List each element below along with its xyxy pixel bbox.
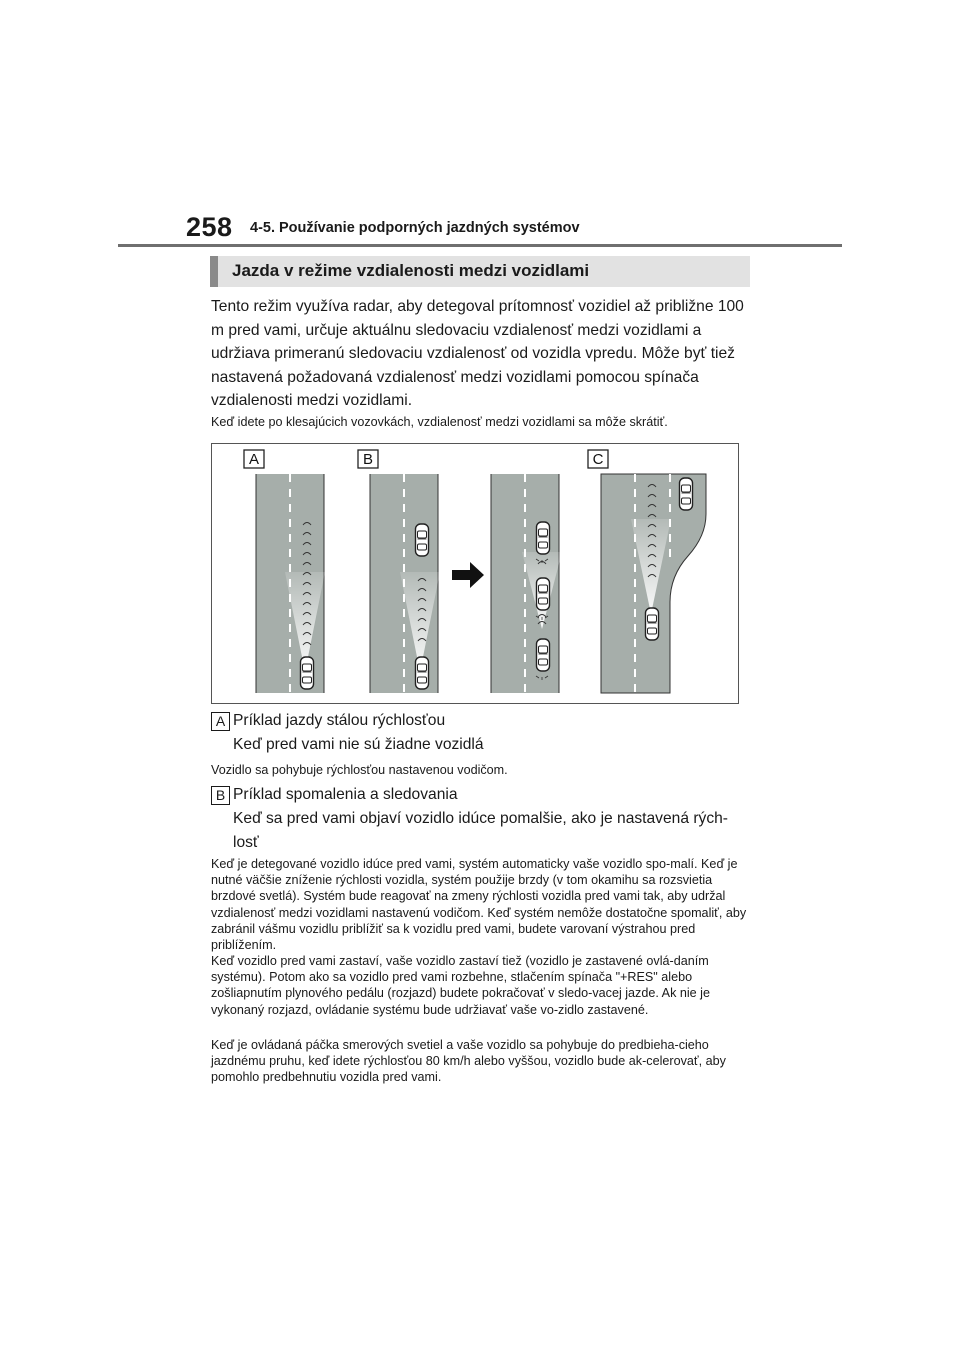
figure-label-b-text: B (362, 451, 374, 468)
figure-label-a (244, 450, 264, 468)
item-a-note: Vozidlo sa pohybuje rýchlosťou nastavenou vodičom. (211, 763, 508, 777)
car-b-lead (416, 524, 429, 556)
item-b-subtitle: Keď sa pred vami objaví vozidlo idúce pomalšie, ako je nastavená rých-losť (233, 810, 728, 851)
intro-paragraph: Tento režim využíva radar, aby detegoval prítomnosť vozidiel až približne 100 m pred vami, určuje aktuálnu sledovaciu vzdialenosť medzi vozidlami a udržiava primeranú sledovaciu vzdialenosť od vozidla vpredu. Môže byť tiež nastavená požadovaná vzdialenosť medzi vozidlami pomocou spínača vzdialenosti medzi vozidlami. (211, 298, 744, 409)
item-a-badge: A (211, 712, 230, 731)
cruise-diagram (212, 444, 740, 705)
section-header (210, 256, 750, 287)
car-b-own (416, 657, 429, 689)
car-b2-lead (537, 522, 550, 554)
figure-label-c-text: C (592, 451, 604, 468)
item-b-badge: B (211, 786, 230, 805)
item-a-subtitle: Keď pred vami nie sú žiadne vozidlá (233, 736, 484, 753)
arrow-icon (452, 562, 484, 588)
note-downhill: Keď idete po klesajúcich vozovkách, vzdialenosť medzi vozidlami sa môže skrátiť. (211, 415, 668, 429)
page-number: 258 (186, 212, 233, 242)
item-a-title: Príklad jazdy stálou rýchlosťou (233, 712, 446, 729)
car-c-merging (680, 478, 693, 510)
car-c-own (646, 608, 659, 640)
item-b-note-2: Keď vozidlo pred vami zastaví, vaše vozidlo zastaví tiež (vozidlo je zastavené ovlá-daním systému). Potom ako sa vozidlo pred vami rozbehne, stlačením spínača "+RES" alebo zošliapnutím plynového pedálu (rozjazd) budete pokračovať v sledo-vacej jazde. Ak nie je vykonaný rozjazd, ovládanie systému bude udržiavať vaše vo-zidlo zastavené. (211, 954, 710, 1017)
item-b-note-3: Keď je ovládaná páčka smerových svetiel a vaše vozidlo sa pohybuje do predbieha-cieho jazdnému pruhu, keď idete rýchlosťou 80 km/h alebo vyššou, vozidlo bude ak-celerovať, aby pomohlo predbehnutiu vozidla pred vami. (211, 1038, 726, 1085)
chapter-title: 4-5. Používanie podporných jazdných systémov (250, 220, 580, 236)
car-b2-own (537, 639, 550, 671)
section-title: Jazda v režime vzdialenosti medzi vozidlami (232, 261, 590, 280)
illustration-figure (211, 443, 739, 704)
header-rule (118, 244, 842, 247)
car-b2-middle (537, 578, 550, 610)
item-b-title: Príklad spomalenia a sledovania (233, 786, 458, 803)
figure-label-b (358, 450, 378, 468)
figure-label-c (588, 450, 608, 468)
figure-label-a-text: A (248, 451, 260, 468)
item-b-note-1: Keď je detegované vozidlo idúce pred vami, systém automaticky vaše vozidlo spo-malí. Keď je nutné väčšie zníženie rýchlosti vozidla, systém použije brzdy (v tom okamihu sa rozsvietia brzdové svetlá). Systém bude reagovať na zmeny rýchlosti vozidla pred vami tak, aby udržal vzdialenosť medzi vozidlami nastavenú vodičom. Keď systém nemôže dostatočne spomaliť, aby zabránil vášmu vozidlu priblížiť sa k vozidlu pred vami, budete varovaní výstrahou pred priblížením. (211, 857, 747, 953)
car-a-own (301, 657, 314, 689)
